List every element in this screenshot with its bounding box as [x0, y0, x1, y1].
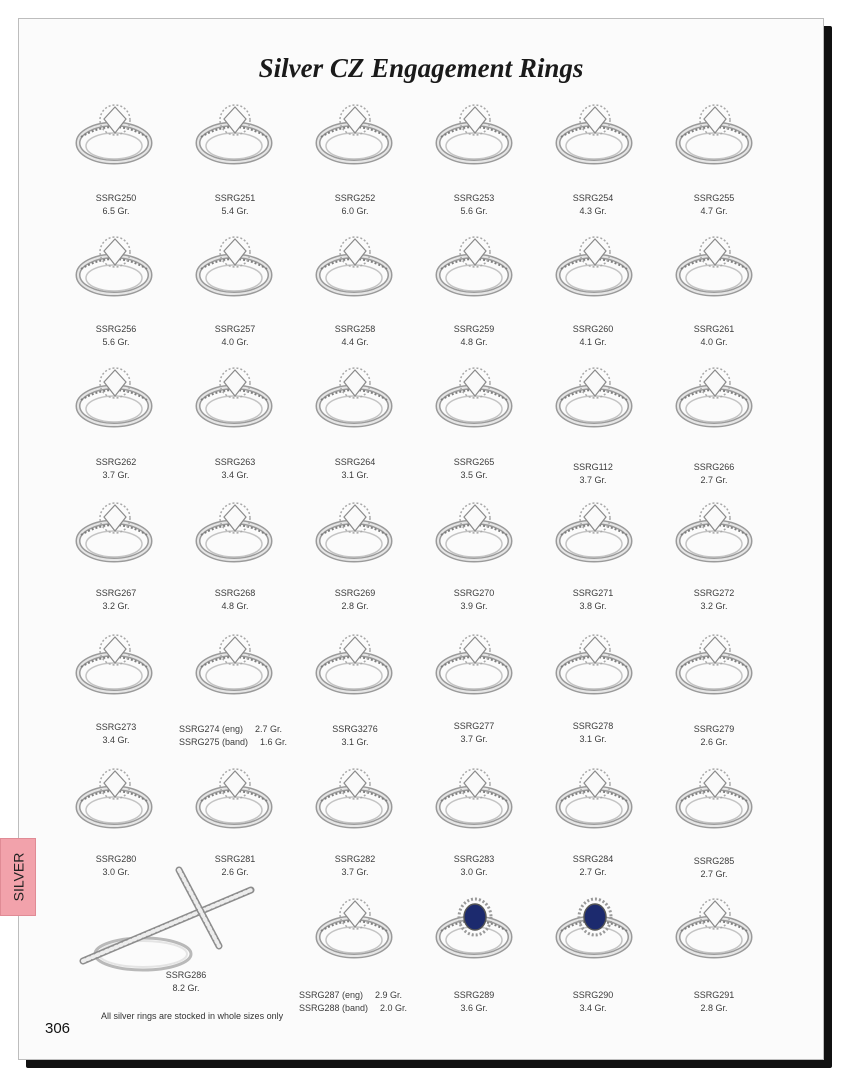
cross-ring-image — [73, 862, 259, 977]
ring-image — [669, 362, 759, 432]
ring-image — [189, 763, 279, 833]
ring-caption: SSRG268 4.8 Gr. — [214, 588, 256, 611]
ring-caption: SSRG264 3.1 Gr. — [334, 457, 376, 480]
ring-image — [429, 629, 519, 699]
ring-caption: SSRG272 3.2 Gr. — [693, 588, 735, 611]
ring-image — [69, 763, 159, 833]
ring-caption: SSRG251 5.4 Gr. — [214, 193, 256, 216]
ring-image — [309, 231, 399, 301]
ring-caption: SSRG250 6.5 Gr. — [95, 193, 137, 216]
ring-image — [309, 629, 399, 699]
ring-image — [429, 99, 519, 169]
ring-caption: SSRG283 3.0 Gr. — [453, 854, 495, 877]
ring-image — [669, 893, 759, 963]
ring-caption: SSRG286 8.2 Gr. — [165, 970, 207, 993]
ring-image — [669, 763, 759, 833]
ring-caption: SSRG257 4.0 Gr. — [214, 324, 256, 347]
ring-image — [69, 99, 159, 169]
ring-caption: SSRG3276 3.1 Gr. — [332, 724, 378, 747]
ring-image — [549, 362, 639, 432]
ring-caption: SSRG261 4.0 Gr. — [693, 324, 735, 347]
ring-caption: SSRG271 3.8 Gr. — [572, 588, 614, 611]
ring-caption: SSRG260 4.1 Gr. — [572, 324, 614, 347]
ring-caption: SSRG253 5.6 Gr. — [453, 193, 495, 216]
ring-caption: SSRG279 2.6 Gr. — [693, 724, 735, 747]
ring-caption: SSRG290 3.4 Gr. — [572, 990, 614, 1013]
ring-image — [669, 629, 759, 699]
ring-image — [309, 763, 399, 833]
ring-image — [429, 893, 519, 963]
ring-image — [309, 497, 399, 567]
ring-caption: SSRG281 2.6 Gr. — [214, 854, 256, 877]
ring-caption: SSRG282 3.7 Gr. — [334, 854, 376, 877]
stock-footnote: All silver rings are stocked in whole sizes only — [101, 1011, 284, 1021]
section-tab-silver — [0, 838, 36, 916]
ring-image — [549, 497, 639, 567]
ring-image — [189, 497, 279, 567]
ring-caption: SSRG289 3.6 Gr. — [453, 990, 495, 1013]
ring-image — [549, 231, 639, 301]
ring-image — [189, 362, 279, 432]
ring-image — [429, 362, 519, 432]
ring-caption: SSRG278 3.1 Gr. — [572, 721, 614, 744]
ring-caption: SSRG291 2.8 Gr. — [693, 990, 735, 1013]
ring-caption: SSRG285 2.7 Gr. — [693, 856, 735, 879]
ring-image — [429, 763, 519, 833]
ring-image — [189, 629, 279, 699]
pair-caption: SSRG274 (eng) 2.7 Gr. SSRG275 (band) 1.6 Gr. — [179, 724, 288, 747]
ring-caption: SSRG270 3.9 Gr. — [453, 588, 495, 611]
ring-image — [669, 99, 759, 169]
ring-caption: SSRG254 4.3 Gr. — [572, 193, 614, 216]
ring-image — [309, 893, 399, 963]
ring-caption: SSRG280 3.0 Gr. — [95, 854, 137, 877]
ring-caption: SSRG258 4.4 Gr. — [334, 324, 376, 347]
ring-image — [429, 497, 519, 567]
ring-caption: SSRG273 3.4 Gr. — [95, 722, 137, 745]
catalog-page — [18, 18, 824, 1060]
ring-caption: SSRG277 3.7 Gr. — [453, 721, 495, 744]
section-tab-label: SILVER — [10, 852, 27, 902]
ring-image — [669, 497, 759, 567]
pair-caption: SSRG287 (eng) 2.9 Gr. SSRG288 (band) 2.0 Gr. — [299, 990, 408, 1013]
ring-image — [549, 893, 639, 963]
ring-caption: SSRG252 6.0 Gr. — [334, 193, 376, 216]
ring-image — [309, 99, 399, 169]
ring-image — [549, 763, 639, 833]
page-title: Silver CZ Engagement Rings — [258, 53, 584, 83]
ring-image — [69, 497, 159, 567]
ring-caption: SSRG266 2.7 Gr. — [693, 462, 735, 485]
ring-image — [309, 362, 399, 432]
ring-image — [69, 231, 159, 301]
ring-caption: SSRG255 4.7 Gr. — [693, 193, 735, 216]
ring-caption: SSRG265 3.5 Gr. — [453, 457, 495, 480]
ring-image — [69, 362, 159, 432]
ring-image — [429, 231, 519, 301]
page-number: 306 — [45, 1020, 71, 1037]
ring-caption: SSRG112 3.7 Gr. — [573, 462, 613, 485]
ring-image — [69, 629, 159, 699]
ring-image — [549, 629, 639, 699]
ring-caption: SSRG259 4.8 Gr. — [453, 324, 495, 347]
ring-image — [669, 231, 759, 301]
ring-image — [189, 231, 279, 301]
ring-caption: SSRG262 3.7 Gr. — [95, 457, 137, 480]
ring-caption: SSRG256 5.6 Gr. — [95, 324, 137, 347]
ring-caption: SSRG269 2.8 Gr. — [334, 588, 376, 611]
ring-caption: SSRG263 3.4 Gr. — [214, 457, 256, 480]
ring-caption: SSRG284 2.7 Gr. — [572, 854, 614, 877]
ring-image — [549, 99, 639, 169]
ring-caption: SSRG267 3.2 Gr. — [95, 588, 137, 611]
ring-image — [189, 99, 279, 169]
